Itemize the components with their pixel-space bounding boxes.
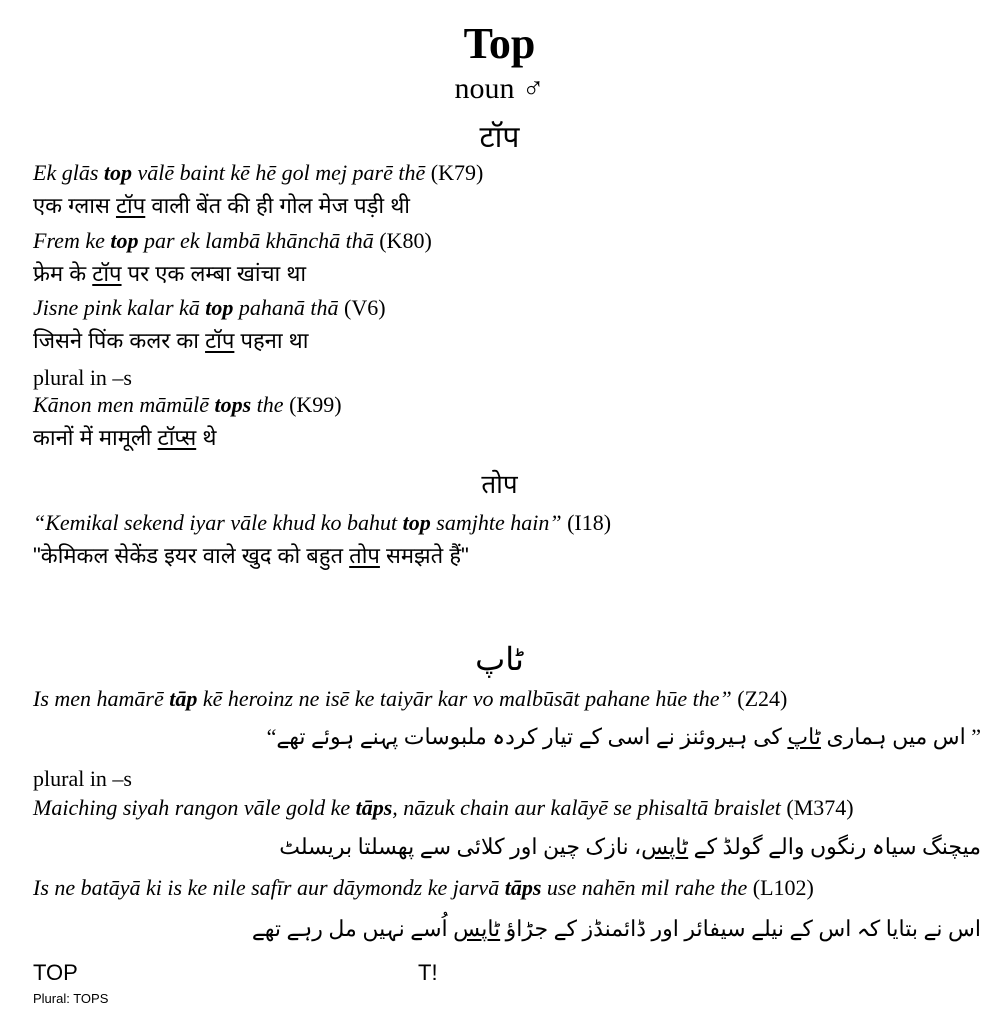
example-urdu: اس نے بتایا کہ اس کے نیلے سیفائر اور ڈائمنڈز کے جڑاؤ ٹاپس اُسے نہیں مل رہے تھے: [251, 916, 981, 941]
example-translit: Is men hamārē tāp kē heroinz ne isē ke taiyār kar vo malbūsāt pahane hūe the” (Z24): [33, 686, 788, 711]
section3-heading: ٹاپ: [475, 641, 524, 677]
example-urdu: میچنگ سیاہ رنگوں والے گولڈ کے ٹاپس، نازک چین اور کلائی سے پھسلتا بریسلٹ: [279, 834, 981, 859]
example-devanagari: फ्रेम के टॉप पर एक लम्बा खांचा था: [33, 261, 307, 286]
example-urdu: ” اس میں ہماری ٹاپ کی ہیروئنز نے اسی کے تیار کردہ ملبوسات پہنے ہوئے تھے“: [266, 724, 981, 749]
plural-label: plural in –s: [33, 766, 132, 791]
footer-word: TOP: [33, 960, 78, 985]
example-translit: Jisne pink kalar kā top pahanā thā (V6): [33, 295, 386, 320]
example-devanagari: एक ग्लास टॉप वाली बेंत की ही गोल मेज पड़ी थी: [33, 193, 410, 218]
section1-heading: टॉप: [479, 121, 520, 154]
example-translit: Ek glās top vālē baint kē hē gol mej parē thē (K79): [33, 160, 484, 185]
plural-translit: Kānon men māmūlē tops the (K99): [33, 392, 342, 417]
male-gender-icon: ♂: [522, 72, 545, 105]
example-translit: Frem ke top par ek lambā khānchā thā (K80): [33, 228, 432, 253]
example-devanagari: जिसने पिंक कलर का टॉप पहना था: [33, 328, 309, 353]
plural-label: plural in –s: [33, 365, 132, 390]
footer-code: T!: [418, 960, 438, 985]
part-of-speech: [0, 72, 999, 106]
pos-label: noun: [454, 72, 515, 105]
example-translit: Maiching siyah rangon vāle gold ke tāps, nāzuk chain aur kalāyē se phisaltā braislet (M374): [33, 795, 854, 820]
footer-plural: Plural: TOPS: [33, 991, 109, 1006]
example-translit: Is ne batāyā ki is ke nile safīr aur dāymondz ke jarvā tāps use nahēn mil rahe the (L102): [33, 875, 814, 900]
example-devanagari: "केमिकल सेकेंड इयर वाले खुद को बहुत तोप समझते हैं": [33, 543, 469, 568]
section2-heading: तोप: [481, 469, 518, 499]
example-translit: “Kemikal sekend iyar vāle khud ko bahut top samjhte hain” (I18): [33, 510, 612, 535]
plural-devanagari: कानों में मामूली टॉप्स थे: [33, 425, 217, 450]
headword: Top: [463, 19, 536, 68]
